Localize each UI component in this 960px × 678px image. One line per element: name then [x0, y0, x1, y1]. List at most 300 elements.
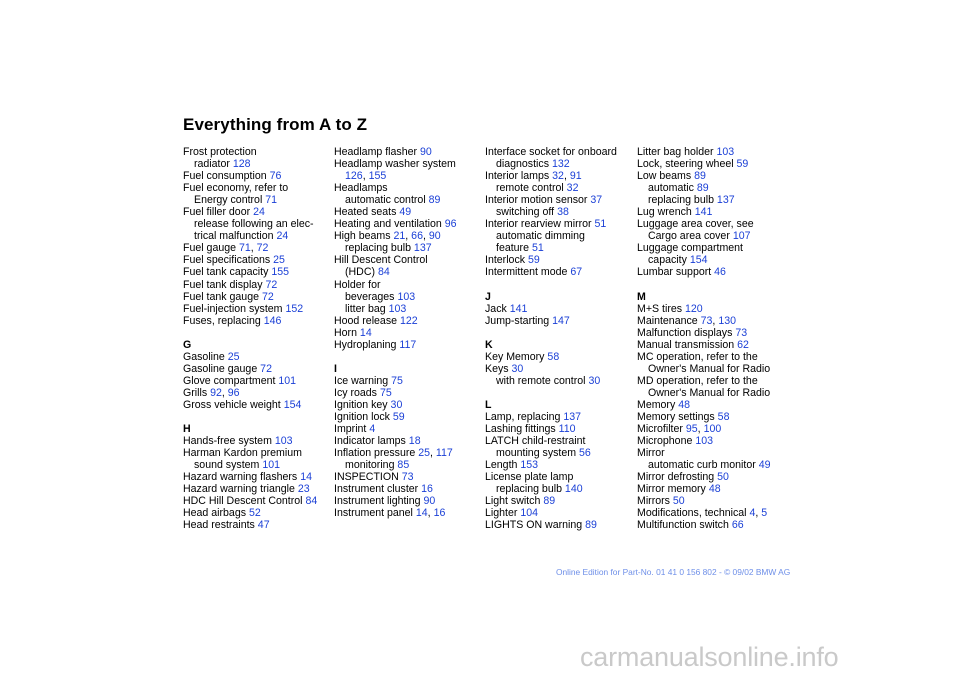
page-link[interactable]: 59	[392, 411, 405, 424]
index-term: remote control	[496, 182, 564, 195]
index-term: Lumbar support	[637, 266, 712, 279]
page-link[interactable]: 58	[717, 411, 730, 424]
index-term: monitoring	[345, 459, 395, 472]
page-link[interactable]: 21	[393, 230, 406, 243]
page-link[interactable]: 62	[737, 338, 749, 351]
index-entry	[334, 206, 479, 218]
page-link[interactable]: 16	[421, 483, 433, 496]
index-term: Owner's Manual for Radio	[648, 386, 771, 399]
index-subentry	[334, 266, 479, 278]
index-term: trical malfunction	[194, 230, 274, 243]
index-entry	[485, 351, 630, 363]
index-term: LATCH child-restraint	[485, 435, 586, 448]
index-term: MC operation, refer to the	[637, 350, 758, 363]
index-entry	[485, 519, 630, 531]
page-link[interactable]: 71	[265, 194, 278, 207]
index-term: feature	[496, 242, 529, 255]
page-link[interactable]: 103	[388, 302, 407, 315]
page-link[interactable]: 49	[758, 459, 771, 472]
index-column-4	[637, 146, 782, 532]
page-link[interactable]: 120	[685, 302, 703, 315]
index-term: Ignition lock	[334, 411, 390, 424]
page-link[interactable]: 117	[399, 338, 417, 351]
page-link[interactable]: 51	[594, 218, 607, 231]
index-term: Maintenance	[637, 314, 698, 327]
index-subentry	[485, 182, 630, 194]
index-entry	[637, 447, 782, 459]
index-subentry	[334, 194, 479, 206]
index-term: Fuel economy, refer to	[183, 182, 289, 195]
index-term: switching off	[496, 206, 555, 219]
index-entry	[334, 218, 479, 230]
page-link[interactable]: 24	[253, 206, 265, 219]
index-entry	[334, 339, 479, 351]
index-entry	[183, 435, 328, 447]
watermark: carmanualsonline.info	[580, 642, 839, 672]
index-term: diagnostics	[496, 158, 549, 171]
page-link[interactable]: 84	[377, 266, 390, 279]
index-term: Interior rearview mirror	[485, 218, 592, 231]
index-term: Light switch	[485, 495, 541, 508]
index-entry	[637, 411, 782, 423]
index-term: Instrument lighting	[334, 495, 421, 508]
index-subentry	[183, 230, 328, 242]
page-link[interactable]: 90	[419, 146, 432, 158]
page-link[interactable]: 18	[408, 435, 421, 448]
index-term: K	[485, 338, 493, 351]
index-term: MD operation, refer to the	[637, 374, 758, 387]
spacer	[183, 411, 328, 423]
page-link[interactable]: 72	[260, 362, 272, 375]
page-link[interactable]: 104	[520, 507, 539, 520]
index-term: automatic dimming	[496, 230, 585, 243]
index-subentry	[334, 459, 479, 471]
section-letter	[183, 339, 328, 351]
page-link[interactable]: 85	[397, 459, 410, 472]
spacer	[637, 279, 782, 291]
index-entry	[637, 327, 782, 339]
page-link[interactable]: 89	[694, 170, 706, 183]
index-entry	[637, 471, 782, 483]
section-letter	[485, 291, 630, 303]
index-subentry	[334, 291, 479, 303]
page-link[interactable]: 52	[248, 507, 261, 520]
index-term: Imprint	[334, 423, 367, 436]
index-subentry	[485, 230, 630, 242]
index-entry	[637, 158, 782, 170]
index-term: Hazard warning triangle	[183, 483, 295, 496]
index-entry	[183, 315, 328, 327]
page-link[interactable]: 84	[305, 495, 318, 508]
index-entry	[637, 435, 782, 447]
index-term: sound system	[194, 459, 260, 472]
index-term: Fuel tank display	[183, 278, 263, 291]
page-link[interactable]: 75	[391, 374, 403, 387]
page-link[interactable]: 103	[397, 290, 416, 303]
index-term: Hood release	[334, 314, 398, 327]
index-entry	[485, 266, 630, 278]
index-term: Memory	[637, 398, 676, 411]
page-link[interactable]: 140	[564, 483, 583, 496]
index-entry	[183, 483, 328, 495]
index-subentry	[485, 375, 630, 387]
page-link[interactable]: 137	[716, 194, 735, 207]
page-link[interactable]: 128	[232, 158, 251, 171]
page-link[interactable]: 95	[685, 423, 698, 436]
page-link[interactable]: 103	[695, 435, 713, 448]
index-entry	[183, 146, 328, 158]
page-link[interactable]: 141	[509, 302, 528, 315]
page-link[interactable]: 155	[271, 266, 290, 279]
index-term: Fuel-injection system	[183, 302, 283, 315]
index-subentry	[183, 194, 328, 206]
page-link[interactable]: 107	[732, 230, 751, 243]
index-entry	[334, 423, 479, 435]
page-link[interactable]: 137	[413, 242, 432, 255]
spacer	[334, 351, 479, 363]
index-entry: Microfilter 95, 100	[637, 423, 722, 436]
index-term: automatic	[648, 182, 694, 195]
index-subentry: 126, 155	[345, 170, 387, 183]
index-term: Fuel tank gauge	[183, 290, 259, 303]
page-link[interactable]: 71	[238, 242, 251, 255]
index-term: Instrument cluster	[334, 483, 419, 496]
index-entry	[183, 363, 328, 375]
page-link[interactable]: 30	[390, 398, 403, 411]
index-entry	[183, 351, 328, 363]
index-term: release following an elec-	[194, 218, 314, 231]
page-title: Everything from A to Z	[183, 115, 368, 134]
index-entry	[485, 507, 630, 519]
index-term: Fuel tank capacity	[183, 266, 269, 279]
index-entry	[485, 411, 630, 423]
index-entry	[183, 471, 328, 483]
index-term: Manual transmission	[637, 338, 735, 351]
page-link[interactable]: 146	[263, 314, 282, 327]
index-subentry	[637, 194, 782, 206]
index-term: Jack	[485, 302, 507, 315]
index-term: Lock, steering wheel	[637, 158, 734, 171]
index-subentry	[637, 459, 782, 471]
page-link[interactable]: 32	[566, 182, 579, 195]
page-link[interactable]: 67	[570, 266, 583, 279]
index-term: replacing bulb	[496, 483, 562, 496]
index-entry	[334, 158, 479, 170]
page-link[interactable]: 89	[428, 194, 441, 207]
index-term: G	[183, 338, 192, 351]
page-link[interactable]: 23	[297, 483, 310, 496]
index-term: Gasoline	[183, 350, 225, 363]
index-term: M	[637, 290, 646, 303]
index-term: Energy control	[194, 194, 263, 207]
index-term: Multifunction switch	[637, 519, 729, 532]
page-link[interactable]: 48	[678, 398, 691, 411]
page-link[interactable]: 50	[717, 471, 729, 484]
index-term: Luggage compartment	[637, 242, 744, 255]
page-link[interactable]: 25	[418, 447, 431, 460]
page-link[interactable]: 37	[590, 194, 603, 207]
index-entry	[183, 447, 328, 459]
index-term: Lug wrench	[637, 206, 692, 219]
index-entry: Interior lamps 32, 91	[485, 170, 582, 183]
index-term: radiator	[194, 158, 230, 171]
page-link[interactable]: 103	[716, 146, 735, 158]
page-link[interactable]: 122	[399, 314, 418, 327]
page-link[interactable]: 14	[415, 507, 428, 520]
page-link[interactable]: 30	[588, 374, 601, 387]
index-term: automatic curb monitor	[648, 459, 756, 472]
index-entry	[183, 279, 328, 291]
index-subentry	[637, 182, 782, 194]
index-term: Glove compartment	[183, 374, 276, 387]
index-entry	[485, 303, 630, 315]
index-term: Ignition key	[334, 398, 388, 411]
page-link[interactable]: 72	[265, 278, 278, 291]
index-entry	[334, 495, 479, 507]
page-link[interactable]: 91	[569, 170, 582, 183]
page-link[interactable]: 89	[696, 182, 709, 195]
index-term: L	[485, 398, 492, 411]
index-term: High beams	[334, 230, 391, 243]
index-entry	[637, 339, 782, 351]
index-term: Gross vehicle weight	[183, 398, 281, 411]
index-entry: Instrument panel 14, 16	[334, 507, 446, 520]
index-subentry	[334, 303, 479, 315]
page-link[interactable]: 137	[563, 411, 582, 424]
index-term: Fuel filler door	[183, 206, 251, 219]
page-link[interactable]: 5	[761, 507, 768, 520]
index-subentry	[183, 218, 328, 230]
index-term: Mirror defrosting	[637, 471, 715, 484]
page-link[interactable]: 92	[210, 386, 222, 399]
index-term: beverages	[345, 290, 395, 303]
index-term: LIGHTS ON warning	[485, 519, 583, 532]
index-term: Harman Kardon premium	[183, 447, 302, 460]
index-entry	[637, 375, 782, 387]
index-entry	[183, 399, 328, 411]
page-link[interactable]: 89	[585, 519, 597, 532]
index-term: Hazard warning flashers	[183, 471, 298, 484]
page-link[interactable]: 48	[708, 483, 721, 496]
index-entry	[334, 254, 479, 266]
page-link[interactable]: 96	[444, 218, 457, 231]
index-term: Heating and ventilation	[334, 218, 442, 231]
page-link[interactable]: 76	[269, 170, 282, 183]
index-entry	[334, 182, 479, 194]
index-term: Modifications, technical	[637, 507, 747, 520]
index-term: (HDC)	[345, 266, 376, 279]
index-subentry	[183, 158, 328, 170]
index-entry: Inflation pressure 25, 117	[334, 447, 453, 460]
index-term: License plate lamp	[485, 471, 574, 484]
page-link[interactable]: 100	[703, 423, 722, 436]
index-term: Microfilter	[637, 423, 683, 436]
index-entry	[485, 218, 630, 230]
index-term: J	[485, 290, 491, 303]
page-link[interactable]: 73	[401, 471, 414, 484]
index-entry	[334, 483, 479, 495]
page-link[interactable]: 66	[731, 519, 744, 532]
page-link[interactable]: 73	[700, 314, 713, 327]
index-entry	[485, 495, 630, 507]
index-entry	[183, 266, 328, 278]
page-link[interactable]: 49	[399, 206, 412, 219]
section-letter	[637, 291, 782, 303]
index-term: M+S tires	[637, 302, 683, 315]
page-link[interactable]: 38	[557, 206, 569, 219]
section-letter	[485, 339, 630, 351]
page-link[interactable]: 25	[227, 350, 240, 363]
index-subentry	[637, 230, 782, 242]
index-entry	[183, 254, 328, 266]
index-term: with remote control	[496, 374, 586, 387]
index-entry	[485, 146, 630, 158]
page-link[interactable]: 16	[433, 507, 446, 520]
page-link[interactable]: 4	[369, 423, 376, 436]
index-column-3	[485, 146, 630, 532]
page-link[interactable]: 59	[528, 254, 540, 267]
page-link[interactable]: 130	[718, 314, 736, 327]
index-entry	[637, 146, 782, 158]
page-link[interactable]: 126	[345, 170, 363, 183]
index-term: Fuel specifications	[183, 254, 271, 267]
page-link[interactable]: 58	[547, 350, 560, 363]
page-link[interactable]: 132	[551, 158, 570, 171]
index-entry: Fuel gauge 71, 72	[183, 242, 269, 255]
index-term: mounting system	[496, 447, 577, 460]
spacer	[183, 327, 328, 339]
page-link[interactable]: 73	[735, 326, 748, 339]
page-link[interactable]: 56	[579, 447, 591, 460]
page-link[interactable]: 101	[278, 374, 297, 387]
page-link[interactable]: 72	[256, 242, 269, 255]
index-entry	[183, 206, 328, 218]
index-term: Fuses, replacing	[183, 314, 261, 327]
index-term: litter bag	[345, 302, 386, 315]
section-letter	[334, 363, 479, 375]
index-entry	[485, 363, 630, 375]
page-link[interactable]: 117	[435, 447, 453, 460]
page-link[interactable]: 25	[273, 254, 285, 267]
page-link[interactable]: 96	[227, 386, 240, 399]
index-entry	[637, 218, 782, 230]
index-term: Cargo area cover	[648, 230, 730, 243]
index-entry	[485, 423, 630, 435]
page-link[interactable]: 24	[276, 230, 289, 243]
page-link[interactable]: 152	[285, 302, 304, 315]
index-entry	[637, 303, 782, 315]
index-entry	[183, 375, 328, 387]
page-link[interactable]: 75	[379, 386, 392, 399]
index-term: Lashing fittings	[485, 423, 556, 436]
index-entry: Grills 92, 96	[183, 386, 240, 399]
index-term: Mirrors	[637, 495, 670, 508]
index-term: Head restraints	[183, 519, 255, 532]
page-link[interactable]: 154	[283, 398, 302, 411]
index-entry: Modifications, technical 4, 5	[637, 507, 768, 520]
index-entry	[485, 315, 630, 327]
index-term: Length	[485, 459, 518, 472]
index-entry	[637, 399, 782, 411]
page-link[interactable]: 30	[511, 362, 524, 375]
index-term: Malfunction displays	[637, 326, 733, 339]
index-entry	[334, 146, 479, 158]
index-term: Hands-free system	[183, 435, 272, 448]
page-link[interactable]: 14	[359, 326, 372, 339]
page-link[interactable]: 59	[736, 158, 749, 171]
index-column-2	[334, 146, 479, 519]
index-term: INSPECTION	[334, 471, 399, 484]
index-term: Mirror memory	[637, 483, 706, 496]
index-entry	[334, 471, 479, 483]
page-link[interactable]: 66	[411, 230, 423, 243]
index-entry: Maintenance 73, 130	[637, 314, 736, 327]
index-entry	[485, 194, 630, 206]
index-entry	[334, 279, 479, 291]
index-entry	[183, 303, 328, 315]
index-subentry	[485, 447, 630, 459]
page-link[interactable]: 72	[261, 290, 274, 303]
index-term: Lighter	[485, 507, 518, 520]
index-term: Interface socket for onboard	[485, 146, 617, 158]
page-link[interactable]: 32	[552, 170, 564, 183]
index-entry	[637, 206, 782, 218]
page-link[interactable]: 90	[423, 495, 436, 508]
index-term: Interior motion sensor	[485, 194, 588, 207]
index-term: Inflation pressure	[334, 447, 416, 460]
section-letter	[183, 423, 328, 435]
page-link[interactable]: 4	[749, 507, 756, 520]
index-term: Heated seats	[334, 206, 397, 219]
page-link[interactable]: 101	[262, 459, 280, 472]
page-link[interactable]: 46	[714, 266, 726, 279]
index-term: Grills	[183, 386, 208, 399]
index-entry	[637, 266, 782, 278]
page-link[interactable]: 155	[368, 170, 387, 183]
index-entry	[485, 254, 630, 266]
page-link[interactable]: 153	[520, 459, 539, 472]
page-link[interactable]: 103	[274, 435, 293, 448]
index-entry	[334, 435, 479, 447]
page-link[interactable]: 50	[672, 495, 685, 508]
index-entry	[637, 495, 782, 507]
index-entry	[183, 519, 328, 531]
index-term: HDC Hill Descent Control	[183, 495, 303, 508]
index-entry	[637, 483, 782, 495]
index-term: Mirror	[637, 447, 665, 460]
page-link[interactable]: 154	[689, 254, 708, 267]
page-link[interactable]: 147	[552, 314, 570, 327]
page-link[interactable]: 90	[428, 230, 441, 243]
page-link[interactable]: 141	[694, 206, 713, 219]
edition-footer: Online Edition for Part-No. 01 41 0 156 802 - © 09/02 BMW AG	[556, 567, 791, 577]
index-term: Headlamp flasher	[334, 146, 418, 158]
page-link[interactable]: 89	[543, 495, 556, 508]
index-entry	[637, 351, 782, 363]
index-entry	[334, 411, 479, 423]
index-term: Ice warning	[334, 374, 389, 387]
index-entry	[485, 459, 630, 471]
page-link[interactable]: 47	[257, 519, 270, 532]
page-link[interactable]: 51	[531, 242, 544, 255]
page-link[interactable]: 14	[300, 471, 312, 484]
index-subentry	[637, 254, 782, 266]
index-term: Luggage area cover, see	[637, 218, 754, 231]
index-entry	[637, 170, 782, 182]
page-link[interactable]: 110	[558, 423, 576, 436]
index-term: Holder for	[334, 278, 381, 291]
index-term: Headlamps	[334, 182, 388, 195]
